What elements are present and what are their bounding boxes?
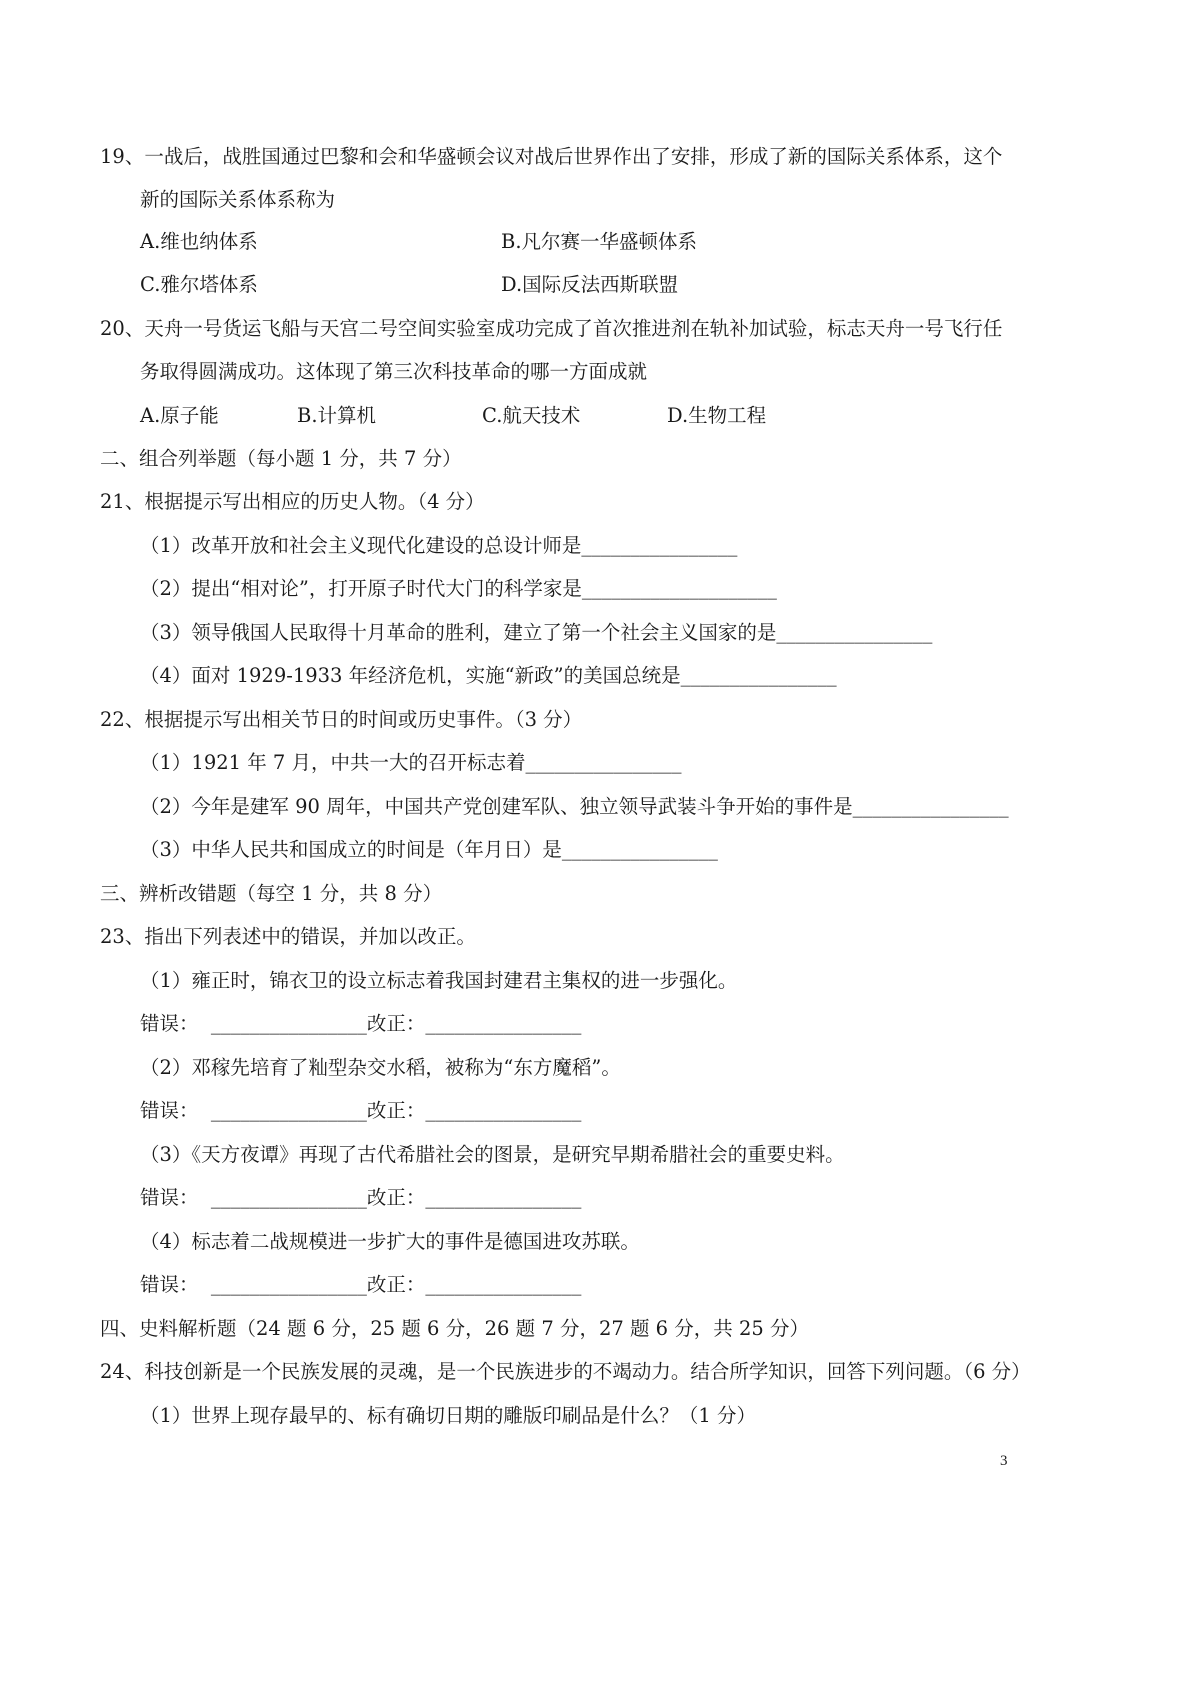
q23-statement-2: （2）邓稼先培育了籼型杂交水稻，被称为“东方魔稻”。	[140, 1056, 621, 1079]
q22-item-1: （1）1921 年 7 月，中共一大的召开标志着________________	[140, 751, 682, 774]
q19-option-a: A.维也纳体系	[140, 230, 258, 253]
q20-stem-line2: 务取得圆满成功。这体现了第三次科技革命的哪一方面成就	[140, 360, 648, 383]
q20-option-d: D.生物工程	[667, 404, 767, 427]
q21-item-2: （2）提出“相对论”，打开原子时代大门的科学家是____________________	[140, 577, 777, 600]
q21-item-4: （4）面对 1929-1933 年经济危机，实施“新政”的美国总统是________________	[140, 664, 837, 687]
section-3-title: 三、辨析改错题（每空 1 分，共 8 分）	[100, 882, 443, 905]
q23-answer-line-1: 错误： ________________改正：________________	[140, 1012, 582, 1035]
q23-statement-3: （3）《天方夜谭》再现了古代希腊社会的图景，是研究早期希腊社会的重要史料。	[140, 1143, 845, 1166]
q20-option-c: C.航天技术	[482, 404, 581, 427]
page-number: 3	[1000, 1453, 1008, 1469]
q21-item-3: （3）领导俄国人民取得十月革命的胜利，建立了第一个社会主义国家的是________________	[140, 621, 933, 644]
q19-stem-line2: 新的国际关系体系称为	[140, 188, 336, 211]
q20-stem-line1: 20、天舟一号货运飞船与天宫二号空间实验室成功完成了首次推进剂在轨补加试验，标志天舟一号飞行任	[100, 317, 1003, 340]
q23-statement-1: （1）雍正时，锦衣卫的设立标志着我国封建君主集权的进一步强化。	[140, 969, 738, 992]
q19-option-b: B.凡尔赛一华盛顿体系	[501, 230, 698, 253]
q24-stem: 24、科技创新是一个民族发展的灵魂，是一个民族进步的不竭动力。结合所学知识，回答下列问题。（6 分）	[100, 1360, 1031, 1383]
q19-stem-line1: 19、一战后，战胜国通过巴黎和会和华盛顿会议对战后世界作出了安排，形成了新的国际关系体系，这个	[100, 145, 1003, 168]
section-4-title: 四、史料解析题（24 题 6 分，25 题 6 分，26 题 7 分，27 题 6 分，共 25 分）	[100, 1317, 809, 1340]
q20-option-a: A.原子能	[140, 404, 219, 427]
q20-option-b: B.计算机	[297, 404, 377, 427]
q24-sub-1: （1）世界上现存最早的、标有确切日期的雕版印刷品是什么？（1 分）	[140, 1404, 757, 1427]
section-2-title: 二、组合列举题（每小题 1 分，共 7 分）	[100, 447, 462, 470]
q19-option-d: D.国际反法西斯联盟	[501, 273, 679, 296]
q19-option-c: C.雅尔塔体系	[140, 273, 258, 296]
q23-statement-4: （4）标志着二战规模进一步扩大的事件是德国进攻苏联。	[140, 1230, 640, 1253]
q21-item-1: （1）改革开放和社会主义现代化建设的总设计师是________________	[140, 534, 738, 557]
q22-item-2: （2）今年是建军 90 周年，中国共产党创建军队、独立领导武装斗争开始的事件是________________	[140, 795, 1009, 818]
q21-stem: 21、根据提示写出相应的历史人物。（4 分）	[100, 490, 485, 513]
q23-stem: 23、指出下列表述中的错误，并加以改正。	[100, 925, 476, 948]
q22-item-3: （3）中华人民共和国成立的时间是（年月日）是________________	[140, 838, 718, 861]
q23-answer-line-4: 错误： ________________改正：________________	[140, 1273, 582, 1296]
q23-answer-line-2: 错误： ________________改正：________________	[140, 1099, 582, 1122]
q22-stem: 22、根据提示写出相关节日的时间或历史事件。（3 分）	[100, 708, 583, 731]
q23-answer-line-3: 错误： ________________改正：________________	[140, 1186, 582, 1209]
